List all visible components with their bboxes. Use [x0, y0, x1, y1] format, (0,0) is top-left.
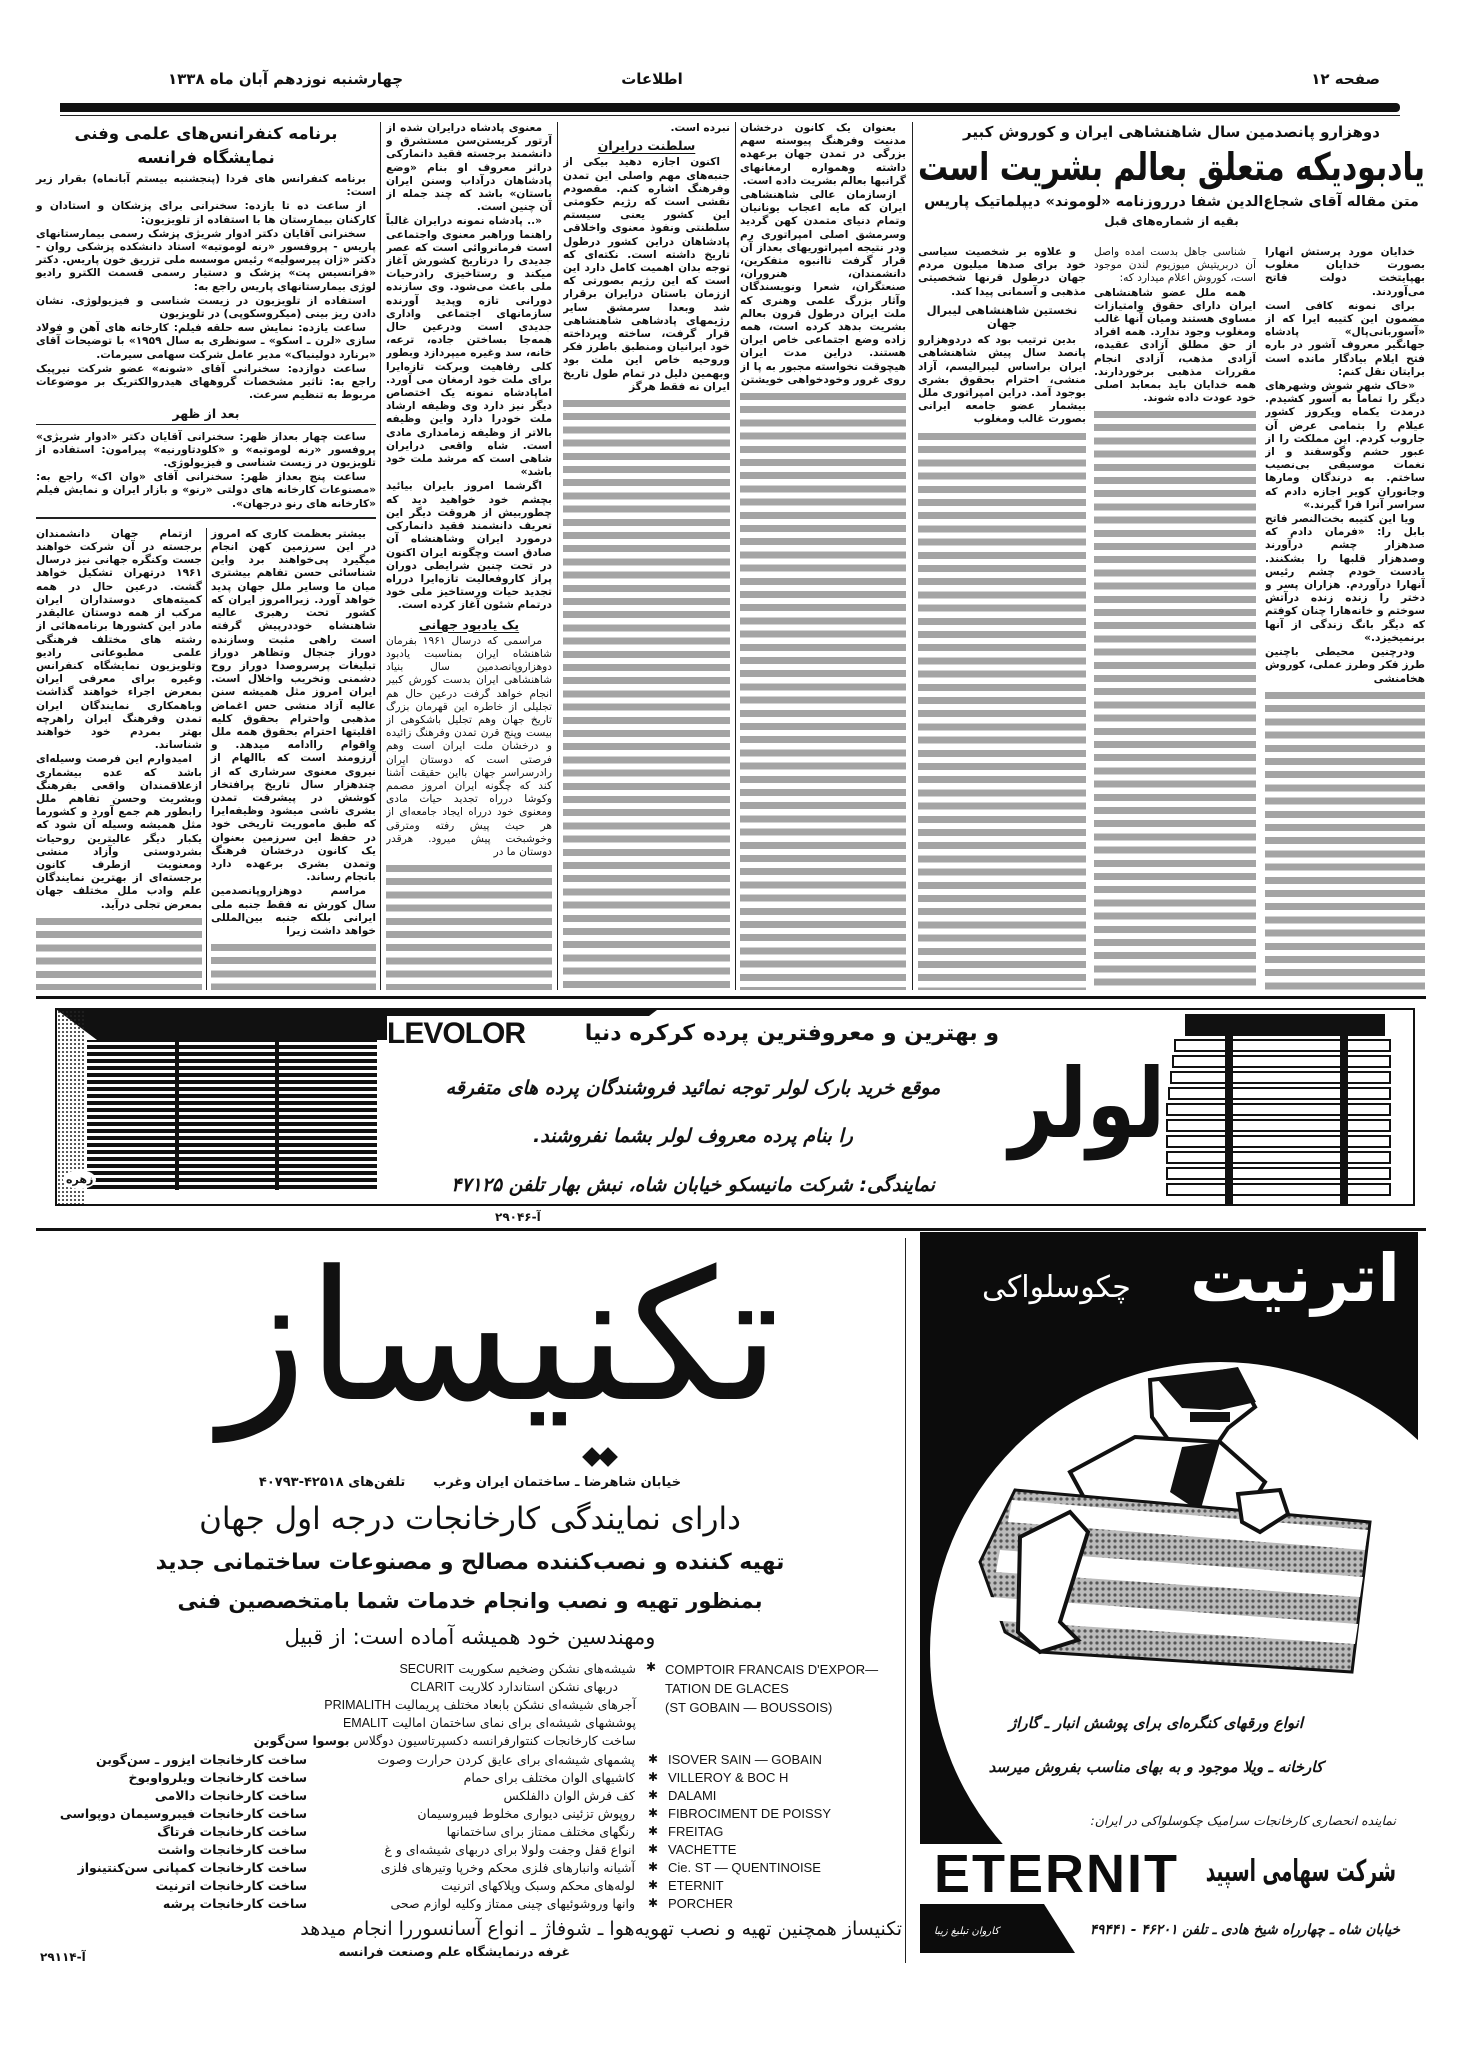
column-divider — [557, 122, 558, 990]
product-row — [40, 1824, 905, 1842]
subheading-world-memorial: یک یادبود جهانی — [418, 616, 520, 632]
ad-divider — [905, 1238, 906, 1963]
levolor-brand-calligraphy: لولر — [1009, 1048, 1165, 1160]
levolor-advertisement — [55, 1008, 1415, 1206]
product-description: رنگهای مختلف ممتاز برای ساختمانها — [446, 1824, 635, 1839]
paragraph: مراسمی که درسال ۱۹۶۱ بفرمان شاهنشاه ایران بمناسبت یادبود دوهزاروپانصدمین سال بنیاد شاهنشاهی ایران بدست کورش کبیر انجام خواهد گرفت درعین حال هم تجلیلی از خاطره این قهرمان بزرگ تاریخ جهان وهم تجلیل باشکوهی از بیست وپنج قرن تمدن وفرهنگ زائیده و درخشان ملت ایران است وهم فرصتی است که دوستان ایران رادرسراسر جهان بااین حقیقت آشنا کند که چگونه ایران امروز مصمم وکوشا درراه تجدید حیات مادی ومعنوی خود درراه ایجاد جامعه‌ای از هر حیث پیش رفته ومترقی وخوشبخت پیش میرود. هرقدر دوستان ما در — [386, 634, 552, 858]
ad-code: آ-۲۹۰۴۶ — [495, 1210, 541, 1224]
subheading-monarchy-in-iran: سلطنت درایران — [597, 138, 696, 154]
paragraph: ازتمام جهان دانشمندان برجسته در آن شرکت خواهند جست وکنگره جهانی نیز درسال ۱۹۶۱ درتهران تشکیل خواهد گشت. درعین حال در همه کمیته‌های دوستداران ایران مرکب از همه دوستان عالیقدر مادر این کشورها برنامه‌هائی از رشته های مختلف فرهنگی علمی مطبوعاتی رادیو وتلویزیون نمایشگاه کنفرانس وغیره برای معرفی ایران بمعرض اجراء خواهند گذاشت وباهمکاری نمایندگان ایران تمدن وفرهنگ ایران راهرچه بهتر بمردم خود خواهند شناساند. — [36, 527, 202, 752]
masthead-thin-rule — [60, 115, 1400, 116]
column-1 — [1265, 246, 1425, 990]
paragraph: ازسازمان عالی شاهنشاهی ایران که مایه اعجاب یونانیان وتمام دنیای متمدن کهن گردید وسرمشق اصلی امپراتوری رم ودر نتیجه امپراتوریهای بعداز آن قرار گرفت تاانبوه متفکرین، دانشمندان، هنروران، صنعتگران، شعرا ونویسندگان وآثار بزرگ علمی وهنری که ملت ایران درطول قرون بعالم بشریت بدهد کرده است، همه زاده وضع اجتماعی خاص ایران هستند. دراین مدت ایران هیچوقت نخواسته مجبور به پا از روی غرور وخودخواهی خویشتن — [740, 189, 906, 386]
star-icon: ✱ — [648, 1788, 659, 1802]
teknisaz-line-2: بمنظور تهیه و نصب وانجام خدمات شما بامتخصصین فنی — [177, 1589, 763, 1613]
article-title: برنامه کنفرانس‌های علمی وفنی نمایشگاه فرانسه — [74, 124, 338, 167]
paragraph: اگرشما امروز بایران بیائید بچشم خود خواهید دید که چطوربیش از هروقت دیگر این تعریف دانشمند فقید دانمارکی درمورد ایران وشاهنشاه آن صادق است وچگونه ایران اکنون در تحت چنین شرایطی دوران پراز کاروفعالیت تازه‌ایرا درراه تجدید حیات ورستاخیز ملی خود درتمام شئون آغاز کرده است. — [386, 480, 552, 612]
paragraph: سخنرانی آقایان دکتر ادوار شریژی پزشک رسمی بیمارستانهای پاریس - پروفسور «رنه لوموتیه» استاد دانشکده پزشکی روان - دکتر «ژان پیرسولیه» رئیس موسسه ملی تزریق خون پاریس. دکتر «فرانسیس پت» پزشک و دستیار رسمی قسمت الکترو رادیو لوژی بیمارستانهای پاریس راجع به: — [36, 227, 376, 293]
star-icon: ✱ — [648, 1842, 659, 1856]
group-company-name — [665, 1660, 878, 1717]
paragraph: «خاک شهر شوش وشهرهای دیگر را تماماً به آسور کشیدم. درمدت یکماه ویکروز کشور عیلام را بتمامی عرض آن جاروب کردم. این مملکت را از عبور حشم وگوسفند و از نغمات موسیقی بی‌نصیب ساختم. به درندگان ومارها وجانوران کویر اجازه دادم که سراسر آنرا فرا گیرند.» — [1265, 380, 1425, 511]
subheading-afternoon: بعد از ظهر — [36, 407, 376, 424]
group-item: دربهای نشکن استاندارد کلاریت CLARIT — [410, 1679, 618, 1694]
eternit-signature: کاروان تبلیغ زیبا — [934, 1926, 1000, 1937]
product-row — [40, 1788, 905, 1806]
teknisaz-address: خیابان شاهرضا ـ ساختمان ایران وغرب — [433, 1475, 682, 1490]
paragraph: و علاوه بر شخصیت سیاسی خود برای صدها میلیون مردم جهان درطول قرنها شخصیتی مذهبی و آسمانی پیدا کند. — [918, 246, 1086, 298]
eternit-line-1: انواع ورقهای کنگره‌ای برای پوشش انبار ـ گاراژ — [1008, 1714, 1303, 1732]
teknisaz-line-1: تهیه کننده و نصب‌کننده مصالح و مصنوعات ساختمانی جدید — [155, 1550, 785, 1575]
star-icon: ✱ — [648, 1806, 659, 1820]
column-3 — [918, 246, 1086, 990]
product-row — [40, 1878, 905, 1896]
venetian-blind-illustration — [1165, 1010, 1395, 1204]
column-divider — [735, 122, 736, 990]
product-brand: PORCHER — [668, 1896, 734, 1911]
product-description: پشمهای شیشه‌ای برای عایق کردن حرارت وصوت — [377, 1752, 635, 1767]
eternit-brand-logo: ETERNIT — [934, 1844, 1180, 1904]
paragraph: امیدوارم این فرصت وسیله‌ای باشد که عده بیشماری ازعلاقمندان واقعی بفرهنگ وبشریت وحسن تفاهم ملل رابطور هم جمع آورد و کشورما مثل همیشه وسیله آن شود که یکبار دیگر عالیترین روحیات بشردوستی وآزاد منشی ومعنویت ازطرف کانون برجسته‌ای از بهترین نمایندگان علم وادب ملل مختلف جهان بمعرض تجلی درآید. — [36, 753, 202, 911]
column-5 — [563, 122, 730, 990]
eternit-origin: چکوسلواکی — [982, 1270, 1131, 1305]
eternit-address: خیابان شاه ـ چهارراه شیخ هادی ـ تلفن ۴۶۲۰۱ - ۴۹۴۴۱ — [1089, 1922, 1400, 1938]
teknisaz-headline: دارای نمایندگی کارخانجات درجه اول جهان — [199, 1501, 741, 1537]
product-row — [40, 1806, 905, 1824]
column-4 — [740, 122, 906, 990]
paragraph: معنوی پادشاه درایران شده از آرتور کریستن‌سن مستشرق و دانشمند برجسته فقید دانمارکی دراثر معروف او بنام «وضع پادشاهان درآداب وسنن ایران باستان» باشد که چند جمله از آن چنین است. — [386, 122, 552, 214]
text-texture — [918, 430, 1086, 990]
product-description: انواع قفل وجفت ولولا برای دربهای شیشه‌ای و غ — [384, 1842, 635, 1857]
section-rule — [36, 1228, 1426, 1231]
section-rule — [36, 996, 1426, 999]
main-article-heading — [918, 122, 1425, 242]
product-description: وانها وروشوئیهای چینی ممتاز وکلیه لوازم صحی — [390, 1896, 635, 1911]
paragraph: «.. پادشاه نمونه درایران غالباً راهنما وراهبر معنوی واجتماعی است فرمانروائی است که عصر جدیدی را درتاریخ کشورش آغاز میکند و رستاخیزی رادرحیات ملی باعث می‌شود. وی سازنده دورانی تازه وپدید آورنده سازمانهای اجتماعی واداری جدیدی است ودرعین حال همه‌جا بساختن جاده، ترعه، خانه، سد وغیره میپردازد وبطور کلی رفاهیت وبرکت تازه‌ایرا برای ملت خود ارمغان می آورد. اماپادشاه نمونه یک اختصاص دیگر نیز دارد وی وظیفه ارشاد ملت خودرا دارد واین وظیفه بالاتر از وظیفه زمامداری مادی است. شاه واقعی درایران شاهی است که مرشد ملت خود باشد» — [386, 215, 552, 479]
column-2 — [1094, 246, 1256, 990]
star-icon: ✱ — [648, 1896, 659, 1910]
eternit-advertisement — [920, 1232, 1418, 1955]
levolor-logo: LEVOLOR — [387, 1017, 526, 1050]
product-brand: ETERNIT — [668, 1878, 724, 1893]
product-maker: ساخت کارخانجات واشت — [157, 1842, 307, 1857]
product-row — [40, 1770, 905, 1788]
paragraph: ویا این کتیبه بخت‌النصر فاتح بابل را: «فرمان دادم که صدهزار چشم درآورند وصدهزار قلبها را بشکنند. بادست خودم چشم رئیس آنهارا درآوردم. هزاران پسر و دختر را زنده زنده درآتش سوختم و خانه‌هارا چنان کوفتم که دیگر بانگ زندگی از آنها برنمیخیزد.» — [1265, 513, 1425, 644]
article-headline: یادبودیکه متعلق بعالم بشریت است — [918, 145, 1425, 189]
paragraph: ساعت چهار بعداز ظهر: سخنرانی آقایان دکتر «ادوار شریژی» پروفسور «رنه لوموتیه» و «کلودتاورنیه» پیرامون: استفاده از تلویزیون در زیست شناسی و فیزیولوژی. — [36, 430, 376, 470]
paragraph: برای نمونه کافی است مضمون این کتیبه ایرا که از «آسوربانی‌پال» پادشاه جهانگیر معروف آشور در باره فتح ایلام بیادگار مانده است برایتان نقل کنم: — [1265, 299, 1425, 378]
product-maker: ساخت کارخانجات کمپانی سن‌کنتینواز — [77, 1860, 307, 1875]
paragraph: بعنوان یک کانون درخشان مدنیت وفرهنگ پیوسته سهم بزرگی در تمدن جهان برعهده داشته وهمواره ارمغانهای گرانبها بعالم بشریت داده است. — [740, 122, 906, 187]
teknisaz-phones: تلفن‌های ۴۲۵۱۸-۴۰۷۹۳ — [258, 1475, 406, 1490]
paragraph: از ساعت ده تا یازده: سخنرانی برای پزشکان و استادان و کارکنان بیمارستان ها با استفاده از تلویزیون: — [36, 200, 376, 226]
company-line: COMPTOIR FRANCAIS D'EXPOR— — [665, 1662, 879, 1677]
group-item: شیشه‌های نشکن وضخیم سکوریت SECURIT — [399, 1661, 636, 1676]
lower-columns — [36, 528, 376, 990]
star-icon: ✱ — [648, 1878, 659, 1892]
product-description: کاشیهای الوان مختلف برای حمام — [463, 1770, 635, 1785]
star-icon: ✱ — [648, 1860, 659, 1874]
article-deck: متن مقاله آقای شجاع‌الدین شفا درروزنامه «لوموند» دیپلماتیک پاریس — [924, 194, 1419, 210]
artist-mark: زهره — [63, 1170, 96, 1189]
product-maker: ساخت کارخانجات اترنیت — [155, 1878, 307, 1893]
article-kicker: دوهزارو پانصدمین سال شاهنشاهی ایران و کوروش کبیر — [963, 123, 1380, 141]
levolor-text-panel — [387, 1016, 999, 1198]
worker-carrying-sheet-illustration — [920, 1232, 1418, 1702]
paragraph: اکنون اجازه دهید بیکی از جنبه‌های مهم واصلی این تمدن وفرهنگ اشاره کنم. مقصودم نقشی است که رژیم حکومتی این کشور یعنی سیستم سلطنتی ونفوذ معنوی واخلاقی پادشاهان دراین کشور درطول تاریخ داشته است. نکته‌ای که توجه بدان اهمیت کامل دارد این است که این رژیم بصورتی که اززمان باستان درایران برقرار شد وبعدا سرمشق سایر رژیمهای پادشاهی شاهنشاهی قرار گرفت، ساخته وپرداخته خود ایرانیان ومنطبق باطرز فکر وروحیه خاص این ملت بود وبهمین دلیل در تمام طول تاریخ ایران نه فقط هرگز — [563, 156, 730, 393]
group-item: پوششهای شیشه‌ای برای نمای ساختمان امالیت EMALIT — [342, 1715, 636, 1730]
product-maker: ساخت کارخانجات پرشه — [162, 1896, 307, 1911]
product-description: روپوش تزئینی دیواری مخلوط فیبروسیمان — [417, 1806, 635, 1821]
levolor-heading-row — [387, 1016, 999, 1052]
product-brand: DALAMI — [668, 1788, 717, 1803]
product-maker: ساخت کارخانجات دالامی — [154, 1788, 307, 1803]
column-divider — [380, 122, 381, 990]
levolor-notice-line-1: موقع خرید بارک لولر توجه نمائید فروشندگان پرده های متفرقه — [445, 1076, 941, 1099]
group-item: ساخت کارخانجات کنتوارفرانسه دکسپرتاسیون دوگلاس بوسوا سن‌گوبن — [253, 1733, 636, 1748]
product-row — [40, 1860, 905, 1878]
paragraph: ساعت پنج بعداز ظهر: سخنرانی آقای «وان اک» راجع به: «مصنوعات کارخانه های دولتی «رنو» و بازار ایران و نمایش فیلم «کارخانه های رنو درجهان». — [36, 471, 376, 510]
levolor-notice-line-2: را بنام پرده معروف لولر بشما نفروشند. — [533, 1125, 853, 1148]
subheading-first-liberal-empire: نخستین شاهنشاهی لیبرال جهان — [926, 302, 1078, 331]
continued-note: بقیه از شماره‌های قبل — [1104, 214, 1239, 228]
product-description: آشیانه وانبارهای فلزی محکم وخرپا وتیرهای فلزی — [380, 1860, 635, 1875]
eternit-line-2: کارخانه ـ ویلا موجود و به بهای مناسب بفروش میرسد — [988, 1758, 1323, 1776]
teknisaz-booth: غرفه درنمایشگاه علم وصنعت فرانسه — [338, 1944, 570, 1959]
ad-code: آ-۲۹۱۱۴ — [40, 1950, 86, 1964]
text-texture — [211, 941, 376, 990]
paragraph: ودرچنین محیطی باچنین طرز فکر وطرز عملی، کوروش هخامنشی — [1265, 646, 1425, 685]
teknisaz-brand-title: تکنیساز — [219, 1233, 781, 1442]
teknisaz-contact-row — [150, 1474, 790, 1492]
text-texture — [740, 390, 906, 990]
teknisaz-line-3: ومهندسین خود همیشه آماده است: از قبیل — [284, 1625, 656, 1649]
paragraph: ساعت دوازده: سخنرانی آقای «شونه» عضو شرکت نیرپیک راجع به: تاثیر مشخصات گروههای هیدروالکتریک بر موضوعات مربوط به تنظیم سرعت. — [36, 362, 376, 402]
product-maker: ساخت کارخانجات فرتاگ — [157, 1824, 307, 1839]
text-texture — [1265, 689, 1425, 990]
product-row — [40, 1842, 905, 1860]
product-maker: ساخت کارخانجات ویلرواوبوخ — [128, 1770, 307, 1785]
product-maker: ساخت کارخانجات فیبروسیمان دوپواسی — [59, 1806, 307, 1821]
paragraph: خدایان مورد پرستش آنهارا بصورت خدایان مغلوب بهپایتخت دولت فاتح می‌آوردند. — [1265, 246, 1425, 298]
text-texture — [36, 915, 202, 990]
newspaper-name: اطلاعات — [621, 70, 683, 88]
text-texture — [1094, 408, 1256, 990]
column-divider — [912, 122, 913, 990]
teknisaz-footer: تکنیساز همچنین تهیه و نصب تهویه‌هوا ـ شوفاژ ـ انواع آسانسوررا انجام میدهد — [300, 1918, 902, 1940]
paragraph: برنامه کنفرانس های فردا (پنجشنبه بیستم آبانماه) بقرار زیر است: — [36, 173, 376, 199]
product-brand: VILLEROY & BOC H — [668, 1770, 789, 1785]
product-maker: ساخت کارخانجات ایزور ـ سن‌گوبن — [95, 1752, 307, 1767]
star-icon: ✱ — [648, 1752, 659, 1766]
paragraph: شناسی جاهل بدست آمده واصل آن دربریتیش میوزیوم لندن موجود است، کوروش اعلام میدارد که: — [1094, 246, 1256, 285]
product-brand: ISOVER SAIN — GOBAIN — [668, 1752, 822, 1767]
column-lower-left — [36, 528, 206, 990]
paragraph: ساعت یازده: نمایش سه حلقه فیلم: کارخانه های آهن و فولاد سازی «لرن ـ اسکو» ـ سونظری به سال ۱۹۵۹» با توضیحات آقای «برنارد دولینیاک» مدیر عامل شرکت سهامی سیرمات. — [36, 322, 377, 361]
product-brand: FIBROCIMENT DE POISSY — [668, 1806, 832, 1821]
paragraph: همه ملل عضو شاهنشاهی ایران دارای حقوق وامتیازات مساوی هستند ومیان آنها غالب ومغلوب وجود ندارد. همه افراد از حق مطلق آزادی عقیده، آزادی مذهب، آزادی انجام مقررات مذهبی برخوردارند. همه خدایان باید بمعابد اصلی خود عودت داده شوند. — [1094, 286, 1256, 405]
paragraph: نبرده است. — [670, 122, 730, 134]
star-icon: ✱ — [648, 1770, 659, 1784]
star-icon: ✱ — [648, 1824, 659, 1838]
levolor-agent: نمایندگی: شرکت مانیسکو خیابان شاه، نبش بهار تلفن ۴۷۱۲۵ — [451, 1173, 935, 1196]
column-lower-right — [206, 528, 376, 990]
product-brand: Cie. ST — QUENTINOISE — [668, 1860, 821, 1875]
company-line: TATION DE GLACES — [665, 1681, 789, 1696]
conference-program-article — [36, 122, 376, 512]
product-brand: VACHETTE — [668, 1842, 737, 1857]
product-brand: FREITAG — [668, 1824, 724, 1839]
text-texture — [386, 862, 552, 990]
paragraph: بدین ترتیب بود که دردوهزارو پانصد سال پیش شاهنشاهی ایران براساس لیبرالیسم، آزاد منشی، احترام بحقوق بشری بوجود آمد. دراین امپراتوری ملل بیشمار عضو جامعه ایرانی بصورت غالب ومغلوب — [918, 334, 1086, 426]
eternit-agent-note: نماینده انحصاری کارخانجات سرامیک چکوسلواکی در ایران: — [1090, 1813, 1396, 1828]
article-divider — [36, 517, 376, 519]
eternit-title: اترنیت — [1189, 1240, 1400, 1317]
text-texture — [563, 397, 730, 990]
group-items — [76, 1660, 636, 1750]
paragraph: مراسم دوهزاروپانصدمین سال کورش نه فقط جنبه ملی ایرانی بلکه جنبه بین‌المللی خواهد داشت زیرا — [211, 885, 376, 937]
product-row — [40, 1752, 905, 1770]
page-number: صفحه ۱۲ — [1311, 70, 1380, 88]
issue-date: چهارشنبه نوزدهم آبان ماه ۱۳۳۸ — [168, 70, 404, 88]
paragraph: استفاده از تلویزیون در زیست شناسی و فیزیولوژی. نشان دادن ریز بینی (میکروسکوپی) در تلویزیون — [36, 294, 376, 321]
left-section — [36, 122, 376, 990]
product-row — [40, 1896, 905, 1914]
eternit-company: شرکت سهامی اسپید — [1205, 1854, 1396, 1889]
column-6 — [386, 122, 552, 990]
levolor-tagline: و بهترین و معروفترین پرده کرکره دنیا — [584, 1021, 999, 1046]
star-icon: ✱ — [646, 1660, 657, 1674]
product-description: لوله‌های محکم وسبک وپلاکهای اترنیت — [441, 1878, 635, 1893]
masthead-rule — [60, 103, 1400, 112]
product-description: کف فرش الوان دالفلکس — [503, 1788, 635, 1803]
company-line: (ST GOBAIN — BOUSSOIS) — [665, 1700, 833, 1715]
group-item: آجرهای شیشه‌ای نشکن بابعاد مختلف پریمالیت PRIMALITH — [324, 1697, 636, 1712]
paragraph: بیشتر بعظمت کاری که امروز در این سرزمین کهن انجام میگیرد پی‌خواهند برد واین شناسائی حسن تفاهم بیشتری میان ما وسایر ملل جهان پدید خواهد آورد. زیراامروز ایران که کشور تحت رهبری عالیه شاهنشاه خوددرپیش گرفته است راهی مثبت وسازنده دوراز جنجال وتظاهر دوراز تبلیغات پرسروصدا دوراز روح دشمنی وتخریب واخلال است. ایران امروز مثل همیشه سنن عالیه آزاد منشی حس اغماض مذهبی واحترام بحقوق کلیه اقلیتها احترام بحقوق همه ملل واقوام راادامه میدهد. و آرزومند است که باالهام از نیروی معنوی سرشاری که از چندهزار سال تاریخ پرافتخار کوشش در پیشرفت تمدن بشری ناشی میشود وظیفه‌ایرا که طبق ماموریت تاریخی خود در حفظ این سرزمین بعنوان یک کانون درخشان فرهنگ وتمدن بشری برعهده دارد بانجام رساند. — [211, 527, 376, 884]
